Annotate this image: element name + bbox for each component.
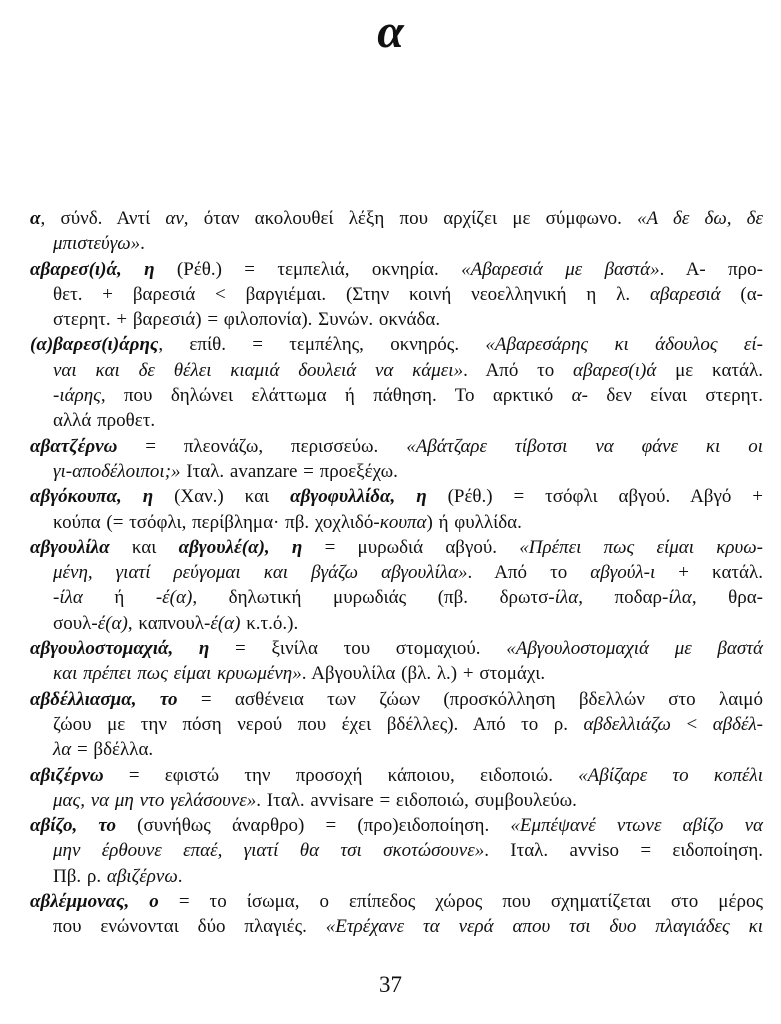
dictionary-line (30, 206, 763, 231)
text-run: «Α δε δω, δε (637, 208, 764, 229)
text-run: «Αβάτζαρε τίβοτσι να φάνε κι οι (406, 435, 764, 457)
dictionary-line (30, 636, 763, 661)
dictionary-line (30, 687, 763, 712)
text-run: μένη, γιατί ρεύγομαι και βγάζω αβγουλίλα» (53, 562, 468, 584)
dictionary-line (30, 813, 763, 838)
text-run: , ποδαρ- (578, 587, 669, 609)
text-run: ή (82, 587, 156, 609)
dictionary-entry (30, 813, 763, 889)
text-run: Ιταλ. avanzare = προεξέχω. (180, 460, 398, 482)
text-run: . (177, 865, 183, 887)
text-run: . (140, 233, 145, 255)
text-run: και (109, 536, 179, 558)
text-run: , θρα- (691, 587, 763, 609)
dictionary-line (30, 332, 763, 357)
text-run: «Αβαρεσιά με βαστά» (461, 258, 660, 280)
text-run: (Χαν.) και (153, 486, 291, 508)
dictionary-line (30, 434, 763, 459)
text-block (30, 206, 763, 940)
text-run: έ(α) (210, 612, 241, 634)
dictionary-entry (30, 687, 763, 763)
text-run: -ιάρης (53, 385, 101, 407)
dictionary-line (30, 358, 763, 383)
text-run: = εφιστώ την προσοχή κάποιου, ειδοποιώ. (103, 764, 579, 786)
text-run: , σύνδ. Αντί (40, 208, 166, 229)
text-run: . Από το (463, 359, 574, 381)
headword: αβγοφυλλίδα, η (290, 486, 427, 508)
text-run: , που δηλώνει ελάττωμα ή πάθηση. Το αρκτικό (100, 385, 572, 407)
dictionary-line (30, 408, 763, 433)
dictionary-line (30, 282, 763, 307)
text-run: = μυρωδιά αβγού. (302, 536, 520, 558)
dictionary-line (30, 510, 763, 535)
text-run: = ξινίλα του στομαχιού. (209, 638, 507, 660)
text-run: «Εμπέψανέ ντωνε αβίζο να (510, 815, 763, 837)
text-run: = πλεονάζω, περισσεύω. (117, 435, 407, 457)
page-number: 37 (379, 972, 402, 997)
dictionary-entry (30, 636, 763, 687)
text-run: γι-αποδέλοιποι;» (53, 460, 181, 482)
text-run: = ασθένεια των ζώων (προσκόλληση βδελλών στο λαιμό (177, 688, 763, 710)
text-run: αβδελλιάζω (583, 713, 671, 735)
text-run: (Ρέθ.) = τεμπελιά, οκνηρία. (154, 258, 462, 280)
text-run: , δηλωτική μυρωδιάς (πβ. δρωτσ- (192, 587, 555, 609)
text-run: και πρέπει πως είμαι κρυωμένη» (53, 663, 302, 685)
dictionary-entry (30, 484, 763, 535)
dictionary-line (30, 585, 763, 610)
text-run: , όταν ακολουθεί λέξη που αρχίζει με σύμφωνο. (183, 208, 638, 229)
dictionary-entry (30, 434, 763, 485)
text-run: + κατάλ. (655, 562, 763, 584)
text-run: Πβ. ρ. (53, 865, 107, 887)
dictionary-line (30, 838, 763, 863)
dictionary-line (30, 383, 763, 408)
text-run: αν (165, 208, 184, 229)
text-run: αβγούλ-ι (590, 562, 656, 584)
text-run: ίλα (668, 587, 692, 609)
headword: α (30, 208, 41, 229)
headword: (α)βαρεσ(ι)άρης (30, 334, 159, 356)
text-run: έ(α) (97, 612, 128, 634)
text-run: κ.τ.ό.). (240, 612, 299, 634)
text-run: στερητ. + βαρεσιά) = φιλοπονία). Συνών. οκνάδα. (53, 309, 441, 331)
text-run: κουπα (379, 511, 427, 533)
text-run: «Αβίζαρε το κοπέλι (578, 764, 764, 786)
text-run: (Ρέθ.) = τσόφλι αβγού. Αβγό + (426, 486, 764, 508)
text-run: = βδέλλα. (71, 739, 154, 761)
text-run: σουλ- (53, 612, 98, 634)
text-run: «Ετρέχανε τα νερά απου τσι δυο πλαγιάδες κι (325, 916, 763, 938)
dictionary-line (30, 788, 763, 813)
text-run: . Ιταλ. avvisare = ειδοποιώ, συμβουλεύω. (256, 789, 577, 811)
text-run: ναι και δε θέλει κιαμιά δουλειά να κάμει» (53, 359, 464, 381)
text-run: , επίθ. = τεμπέλης, οκνηρός. (158, 334, 486, 356)
headword: αβατζέρνω (30, 435, 118, 457)
text-run: αβαρεσιά (649, 283, 721, 305)
dictionary-line (30, 864, 763, 889)
text-run: , καπνουλ- (127, 612, 211, 634)
dictionary-entry (30, 763, 763, 814)
text-run: . Α- προ- (659, 258, 763, 280)
headword: αβγουλίλα (30, 536, 110, 558)
text-run: που ενώνονται δύο πλαγιές. (53, 916, 326, 938)
dictionary-line (30, 535, 763, 560)
headword: αβδέλλιασμα, το (30, 688, 178, 710)
text-run: (συνήθως άναρθρο) = (προ)ειδοποίηση. (116, 815, 511, 837)
text-run: κούπα (= τσόφλι, περίβλημα· πβ. χοχλιδό- (53, 511, 380, 533)
dictionary-entry (30, 257, 763, 333)
dictionary-entry (30, 889, 763, 940)
headword: αβγόκουπα, η (30, 486, 154, 508)
text-run: λα (53, 739, 72, 761)
dictionary-line (30, 661, 763, 686)
text-run: μας, να μη ντο γελάσουνε» (53, 789, 257, 811)
dictionary-line (30, 459, 763, 484)
section-letter: α (377, 5, 404, 58)
text-run: = το ίσωμα, ο επίπεδος χώρος που σχηματίζεται στο μέρος (158, 891, 763, 913)
dictionary-line (30, 231, 763, 256)
text-run: μην έρθουνε επαέ, γιατί θα τσι σκοτώσουνε» (53, 840, 485, 862)
text-run: αβαρεσ(ι)ά (573, 359, 657, 381)
headword: αβίζο, το (30, 815, 117, 837)
dictionary-line (30, 737, 763, 762)
text-run: ίλα (554, 587, 579, 609)
dictionary-line (30, 484, 763, 509)
text-run: «Αβαρεσάρης κι άδουλος εί- (485, 334, 764, 356)
dictionary-entry (30, 332, 763, 433)
text-run: αβιζέρνω (106, 865, 178, 887)
text-run: «Αβγουλοστομαχιά με βαστά (506, 638, 763, 660)
headword: αβγουλοστομαχιά, η (30, 638, 210, 660)
text-run: «Πρέπει πως είμαι κρυω- (519, 536, 763, 558)
text-run: . Ιταλ. avviso = ειδοποίηση. (484, 840, 764, 862)
text-run: -ίλα (53, 587, 83, 609)
text-run: < (670, 713, 713, 735)
text-run: (α- (720, 283, 764, 305)
text-run: δεν είναι στερητ. (587, 385, 763, 407)
headword: αβγουλέ(α), η (178, 536, 303, 558)
text-run: θετ. + βαρεσιά < βαργιέμαι. (Στην κοινή νεοελληνική η λ. (53, 283, 650, 305)
dictionary-line (30, 914, 763, 939)
dictionary-line (30, 712, 763, 737)
dictionary-line (30, 763, 763, 788)
text-run: . Αβγουλίλα (βλ. λ.) + στομάχι. (301, 663, 546, 685)
text-run: με κατάλ. (656, 359, 763, 381)
text-run: ζώου με την πόση νερού που έχει βδέλλες). Από το ρ. (53, 713, 584, 735)
headword: αβλέμμονας, ο (30, 891, 159, 913)
headword: αβαρεσ(ι)ά, η (30, 258, 155, 280)
text-run: -έ(α) (155, 587, 193, 609)
text-run: ) ή φυλλίδα. (426, 511, 522, 533)
dictionary-line (30, 889, 763, 914)
dictionary-line (30, 307, 763, 332)
dictionary-entry (30, 206, 763, 257)
text-run: μπιστεύγω» (53, 233, 141, 255)
dictionary-line (30, 560, 763, 585)
dictionary-entry (30, 535, 763, 636)
text-run: αλλά προθετ. (53, 410, 156, 432)
text-run: αβδέλ- (712, 713, 763, 735)
dictionary-line (30, 611, 763, 636)
text-run: . Από το (467, 562, 591, 584)
text-run: α- (571, 385, 588, 407)
dictionary-line (30, 257, 763, 282)
headword: αβιζέρνω (30, 764, 104, 786)
